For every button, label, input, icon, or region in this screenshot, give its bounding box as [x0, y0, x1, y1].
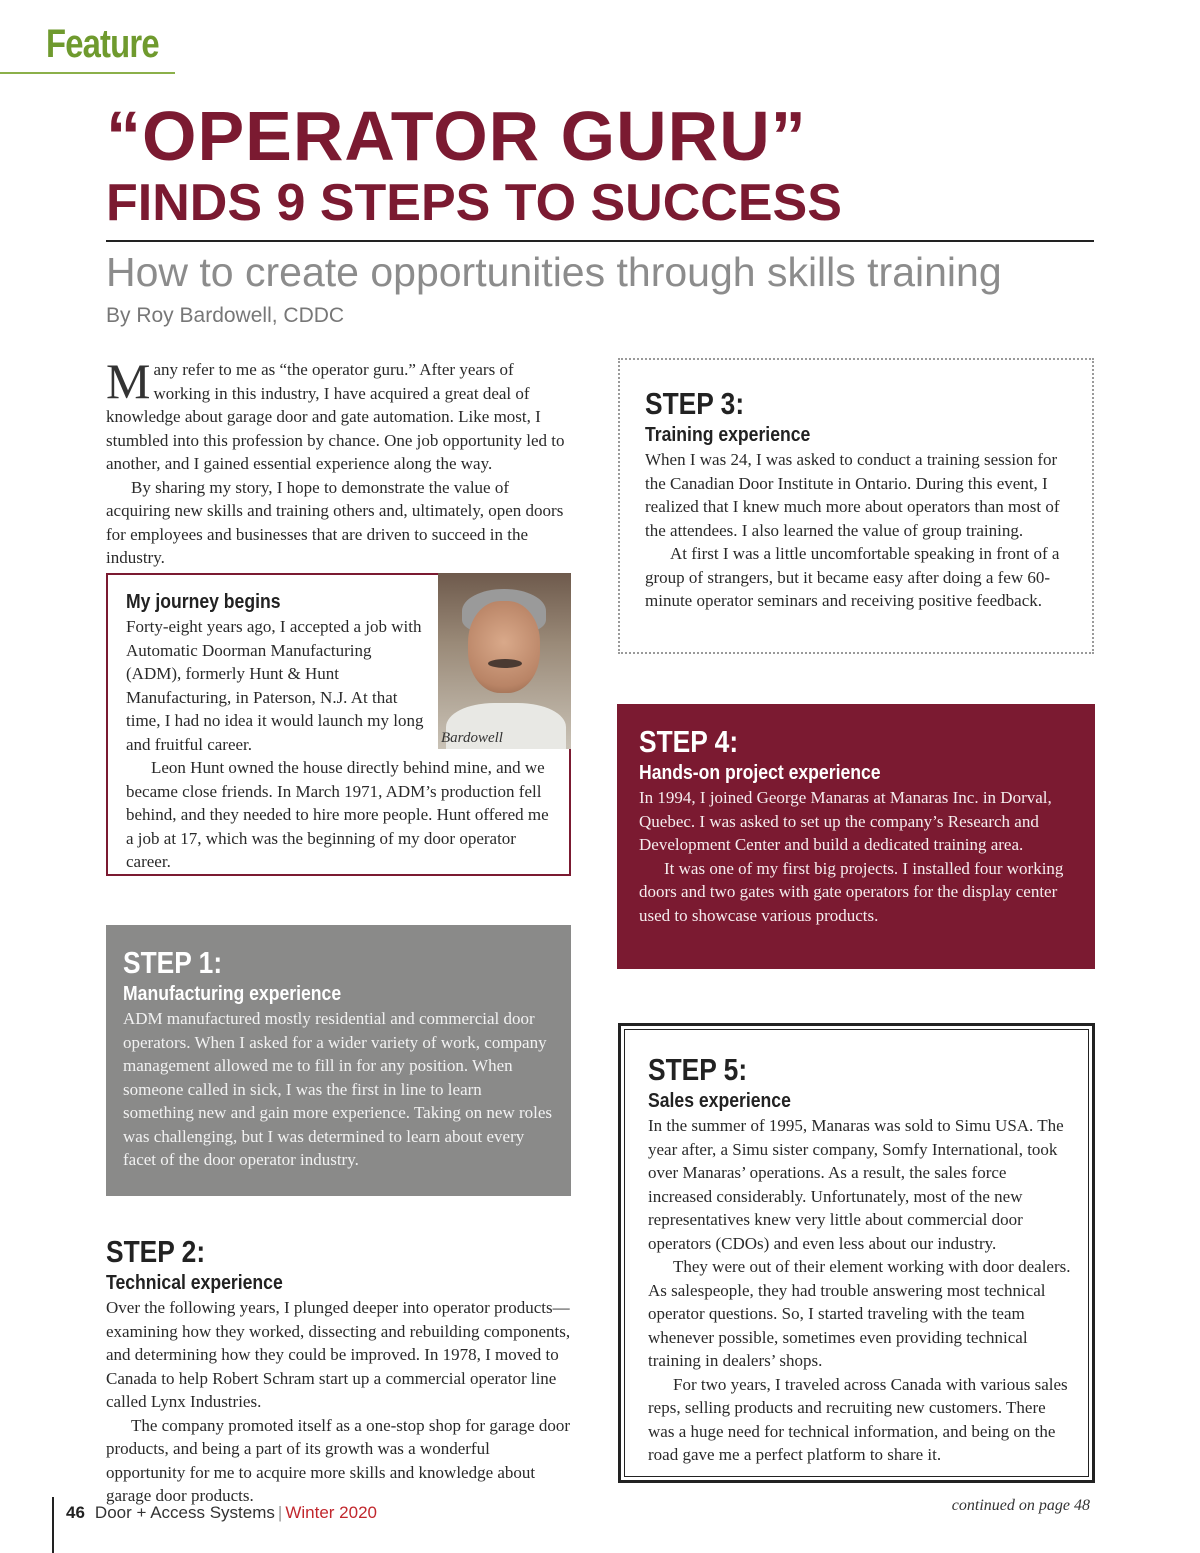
- section-rule: [0, 72, 175, 74]
- headline-line1: “OPERATOR GURU”: [106, 97, 807, 175]
- journey-box: [106, 573, 571, 876]
- subtitle: How to create opportunities through skills training: [106, 249, 1002, 295]
- step-4-box: [617, 704, 1095, 969]
- magazine-name: Door + Access Systems: [94, 1503, 275, 1522]
- step-4-paragraph-1: In 1994, I joined George Manaras at Manaras Inc. in Dorval, Quebec. I was asked to set up the company’s Research and Development Center and build a dedicated training area.: [639, 788, 1052, 854]
- journey-paragraph-1: Forty-eight years ago, I accepted a job with Automatic Doorman Manufacturing (ADM), formerly Hunt & Hunt Manufacturing, in Paterson, N.J. At that time, I had no idea it would launch my long and fruitful career.: [126, 617, 424, 754]
- step-4-title: Hands-on project experience: [639, 762, 881, 784]
- step-1-paragraph-1: ADM manufactured mostly residential and commercial door operators. When I asked for a wider variety of work, company management allowed me to fill in for any position. When someone called in sick, I was the first in line to learn something new and gain more experience. Taking on new roles was challenging, but I was determined to learn about every facet of the door operator industry.: [123, 1009, 553, 1169]
- step-1-number: STEP 1:: [123, 945, 223, 980]
- intro-paragraph-2: By sharing my story, I hope to demonstrate the value of acquiring new skills and training others and, ultimately, open doors for employees and businesses that are driven to succeed in the industry.: [106, 477, 564, 567]
- byline: By Roy Bardowell, CDDC: [106, 304, 345, 327]
- page-footer: [66, 1502, 377, 1524]
- issue-label: Winter 2020: [285, 1503, 377, 1522]
- drop-cap: M: [106, 353, 151, 409]
- continued-link[interactable]: continued on page 48: [951, 1497, 1090, 1514]
- step-3-paragraph-2: At first I was a little uncomfortable speaking in front of a group of strangers, but it became easy after doing a few 60-minute operator seminars and receiving positive feedback.: [645, 544, 1060, 610]
- step-2-paragraph-2: The company promoted itself as a one-stop shop for garage door products, and being a part of its growth was a wonderful opportunity for me to acquire more skills and knowledge about garage door products.: [106, 1415, 571, 1505]
- headline-line2: FINDS 9 STEPS TO SUCCESS: [106, 174, 842, 232]
- footer-separator: |: [277, 1503, 283, 1522]
- step-5-paragraph-1: In the summer of 1995, Manaras was sold to Simu USA. The year after, a Simu sister company, Somfy International, took over Manaras’ operations. As a result, the sales force increased considerably. Unfortunately, most of the new representatives knew very little about commercial door operators (CDOs) and even less about our industry.: [648, 1116, 1064, 1253]
- journey-paragraph-2: Leon Hunt owned the house directly behind mine, and we became close friends. In March 1971, ADM’s production fell behind, and they needed to hire more people. Hunt offered me a job at 17, which was the beginning of my door operator career.: [126, 758, 549, 871]
- step-2-number: STEP 2:: [106, 1234, 206, 1269]
- step-3-title: Training experience: [645, 424, 811, 446]
- title-rule: [106, 240, 1094, 242]
- step-5-title: Sales experience: [648, 1090, 791, 1112]
- step-2-title: Technical experience: [106, 1272, 283, 1294]
- step-1-box: [106, 925, 571, 1196]
- section-label: Feature: [46, 22, 159, 66]
- step-3-number: STEP 3:: [645, 386, 745, 421]
- step-5-box: [618, 1023, 1095, 1483]
- step-4-number: STEP 4:: [639, 724, 739, 759]
- step-3-box: [618, 358, 1094, 654]
- photo-caption: Bardowell: [441, 730, 503, 746]
- footer-bar: [52, 1497, 54, 1553]
- step-1-title: Manufacturing experience: [123, 983, 342, 1005]
- step-4-paragraph-2: It was one of my first big projects. I installed four working doors and two gates with gate operators for the display center used to showcase various products.: [639, 858, 1064, 925]
- journey-heading: My journey begins: [126, 591, 281, 613]
- step-2-box: [106, 1234, 571, 1508]
- step-2-paragraph-1: Over the following years, I plunged deeper into operator products—examining how they worked, dissecting and rebuilding components, and determining how they could be improved. In 1978, I moved to Canada to help Robert Schram start up a commercial operator line called Lynx Industries.: [106, 1298, 571, 1411]
- step-3-paragraph-1: When I was 24, I was asked to conduct a training session for the Canadian Door Institute in Ontario. During this event, I realized that I knew much more about operators than most of the attendees. I also learned the value of group training.: [645, 450, 1060, 540]
- page-number: 46: [66, 1503, 85, 1522]
- step-5-number: STEP 5:: [648, 1052, 748, 1087]
- intro-text: [106, 353, 571, 570]
- step-5-paragraph-2: They were out of their element working with door dealers. As salespeople, they had trouble answering most technical operator questions. So, I started traveling with the team whenever possible, sometimes even providing technical training in dealers’ shops.: [648, 1257, 1071, 1370]
- step-5-paragraph-3: For two years, I traveled across Canada with various sales reps, selling products and recruiting new customers. There was a huge need for technical information, and being on the road gave me a perfect platform to share it.: [648, 1374, 1068, 1464]
- intro-paragraph-1: any refer to me as “the operator guru.” After years of working in this industry, I have acquired a great deal of knowledge about garage door and gate automation. Like most, I stumbled into this profession by chance. One job opportunity led to another, and I gained essential experience along the way.: [106, 360, 565, 473]
